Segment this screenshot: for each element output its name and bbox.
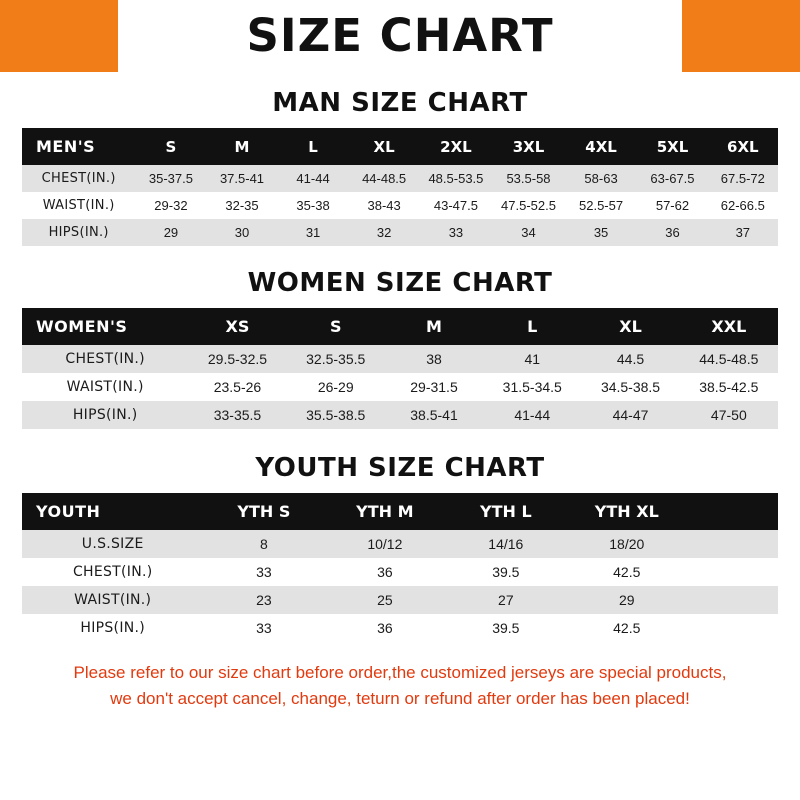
cell: 41-44 bbox=[278, 165, 349, 192]
column-header: L bbox=[527, 317, 538, 336]
cell: 32 bbox=[349, 219, 420, 246]
cell: 10/12 bbox=[324, 530, 445, 558]
men-section-title: MAN SIZE CHART bbox=[272, 88, 528, 118]
table-row bbox=[22, 165, 778, 192]
cell: 52.5-57 bbox=[565, 192, 638, 219]
table-row bbox=[22, 614, 778, 642]
row-label: CHEST(IN.) bbox=[22, 165, 135, 192]
cell: 47.5-52.5 bbox=[492, 192, 565, 219]
table-row bbox=[22, 558, 778, 586]
cell: 34 bbox=[492, 219, 565, 246]
column-header: 6XL bbox=[727, 137, 759, 156]
column-header: YTH XL bbox=[594, 502, 659, 521]
column-header: XS bbox=[225, 317, 250, 336]
cell: 38.5-42.5 bbox=[680, 373, 778, 401]
cell: 29-31.5 bbox=[385, 373, 483, 401]
footer-note bbox=[22, 660, 778, 712]
column-header: 2XL bbox=[440, 137, 472, 156]
cell: 39.5 bbox=[445, 614, 566, 642]
cell: 58-63 bbox=[565, 165, 638, 192]
cell: 39.5 bbox=[445, 558, 566, 586]
cell: 53.5-58 bbox=[492, 165, 565, 192]
cell: 67.5-72 bbox=[708, 165, 778, 192]
column-header: M bbox=[426, 317, 442, 336]
column-header: YTH M bbox=[356, 502, 414, 521]
youth-size-table bbox=[22, 493, 778, 642]
footer-line-2: we don't accept cancel, change, teturn or refund after order has been placed! bbox=[110, 689, 690, 708]
cell: 41 bbox=[483, 345, 581, 373]
row-label: WAIST(IN.) bbox=[22, 373, 188, 401]
cell: 33 bbox=[420, 219, 493, 246]
table-row bbox=[22, 373, 778, 401]
table-row bbox=[22, 192, 778, 219]
column-header: YOUTH bbox=[36, 502, 101, 521]
cell: 62-66.5 bbox=[708, 192, 778, 219]
cell-spacer bbox=[687, 558, 778, 586]
cell: 33 bbox=[203, 558, 324, 586]
table-header-row bbox=[22, 493, 778, 530]
table-row bbox=[22, 345, 778, 373]
row-label: WAIST(IN.) bbox=[22, 192, 135, 219]
cell: 34.5-38.5 bbox=[581, 373, 679, 401]
row-label: HIPS(IN.) bbox=[22, 219, 135, 246]
row-label: WAIST(IN.) bbox=[22, 586, 203, 614]
cell: 44.5-48.5 bbox=[680, 345, 778, 373]
cell: 25 bbox=[324, 586, 445, 614]
column-header: XXL bbox=[711, 317, 747, 336]
cell: 41-44 bbox=[483, 401, 581, 429]
cell: 33-35.5 bbox=[188, 401, 286, 429]
table-row bbox=[22, 530, 778, 558]
row-label: HIPS(IN.) bbox=[22, 401, 188, 429]
cell: 32.5-35.5 bbox=[287, 345, 385, 373]
header-band bbox=[0, 0, 800, 72]
men-size-table bbox=[22, 128, 778, 246]
youth-section-title: YOUTH SIZE CHART bbox=[255, 453, 545, 483]
cell: 35-38 bbox=[278, 192, 349, 219]
cell: 18/20 bbox=[566, 530, 687, 558]
column-header: YTH S bbox=[237, 502, 291, 521]
cell-spacer bbox=[687, 586, 778, 614]
page-title: SIZE CHART bbox=[246, 9, 554, 62]
cell: 37 bbox=[708, 219, 778, 246]
column-header: 5XL bbox=[656, 137, 689, 156]
cell: 31.5-34.5 bbox=[483, 373, 581, 401]
cell: 36 bbox=[324, 558, 445, 586]
cell: 63-67.5 bbox=[637, 165, 707, 192]
cell: 38 bbox=[385, 345, 483, 373]
cell: 33 bbox=[203, 614, 324, 642]
cell: 27 bbox=[445, 586, 566, 614]
cell: 36 bbox=[324, 614, 445, 642]
column-header: M bbox=[234, 137, 250, 156]
cell: 43-47.5 bbox=[420, 192, 493, 219]
cell: 32-35 bbox=[206, 192, 277, 219]
women-section-title: WOMEN SIZE CHART bbox=[247, 268, 553, 298]
column-header-spacer bbox=[687, 493, 778, 530]
cell: 29.5-32.5 bbox=[188, 345, 286, 373]
table-header-row bbox=[22, 128, 778, 165]
cell: 44.5 bbox=[581, 345, 679, 373]
row-label: CHEST(IN.) bbox=[22, 558, 203, 586]
cell: 35-37.5 bbox=[135, 165, 206, 192]
cell: 8 bbox=[203, 530, 324, 558]
cell: 35.5-38.5 bbox=[287, 401, 385, 429]
column-header: YTH L bbox=[479, 502, 532, 521]
column-header: L bbox=[308, 137, 318, 156]
table-row bbox=[22, 219, 778, 246]
cell: 44-47 bbox=[581, 401, 679, 429]
cell: 37.5-41 bbox=[206, 165, 277, 192]
table-row bbox=[22, 586, 778, 614]
column-header: S bbox=[329, 317, 342, 336]
cell: 38.5-41 bbox=[385, 401, 483, 429]
column-header: 3XL bbox=[512, 137, 545, 156]
column-header: XL bbox=[373, 137, 395, 156]
column-header: MEN'S bbox=[36, 137, 96, 156]
cell: 44-48.5 bbox=[349, 165, 420, 192]
column-header: S bbox=[165, 137, 177, 156]
cell: 47-50 bbox=[680, 401, 778, 429]
cell: 35 bbox=[565, 219, 638, 246]
cell: 31 bbox=[278, 219, 349, 246]
footer-line-1: Please refer to our size chart before order,the customized jerseys are special products, bbox=[73, 663, 727, 682]
column-header: WOMEN'S bbox=[36, 317, 128, 336]
cell: 29 bbox=[566, 586, 687, 614]
column-header: XL bbox=[619, 317, 642, 336]
cell: 57-62 bbox=[637, 192, 707, 219]
row-label: U.S.SIZE bbox=[22, 530, 203, 558]
cell: 23 bbox=[203, 586, 324, 614]
cell: 14/16 bbox=[445, 530, 566, 558]
women-size-table bbox=[22, 308, 778, 429]
cell: 38-43 bbox=[349, 192, 420, 219]
cell: 29-32 bbox=[135, 192, 206, 219]
table-row bbox=[22, 401, 778, 429]
cell: 48.5-53.5 bbox=[420, 165, 493, 192]
cell-spacer bbox=[687, 614, 778, 642]
cell: 26-29 bbox=[287, 373, 385, 401]
cell: 23.5-26 bbox=[188, 373, 286, 401]
chart-content bbox=[0, 72, 800, 800]
row-label: HIPS(IN.) bbox=[22, 614, 203, 642]
cell-spacer bbox=[687, 530, 778, 558]
table-header-row bbox=[22, 308, 778, 345]
column-header: 4XL bbox=[585, 137, 617, 156]
row-label: CHEST(IN.) bbox=[22, 345, 188, 373]
cell: 30 bbox=[206, 219, 277, 246]
cell: 42.5 bbox=[566, 558, 687, 586]
cell: 29 bbox=[135, 219, 206, 246]
cell: 36 bbox=[637, 219, 707, 246]
cell: 42.5 bbox=[566, 614, 687, 642]
